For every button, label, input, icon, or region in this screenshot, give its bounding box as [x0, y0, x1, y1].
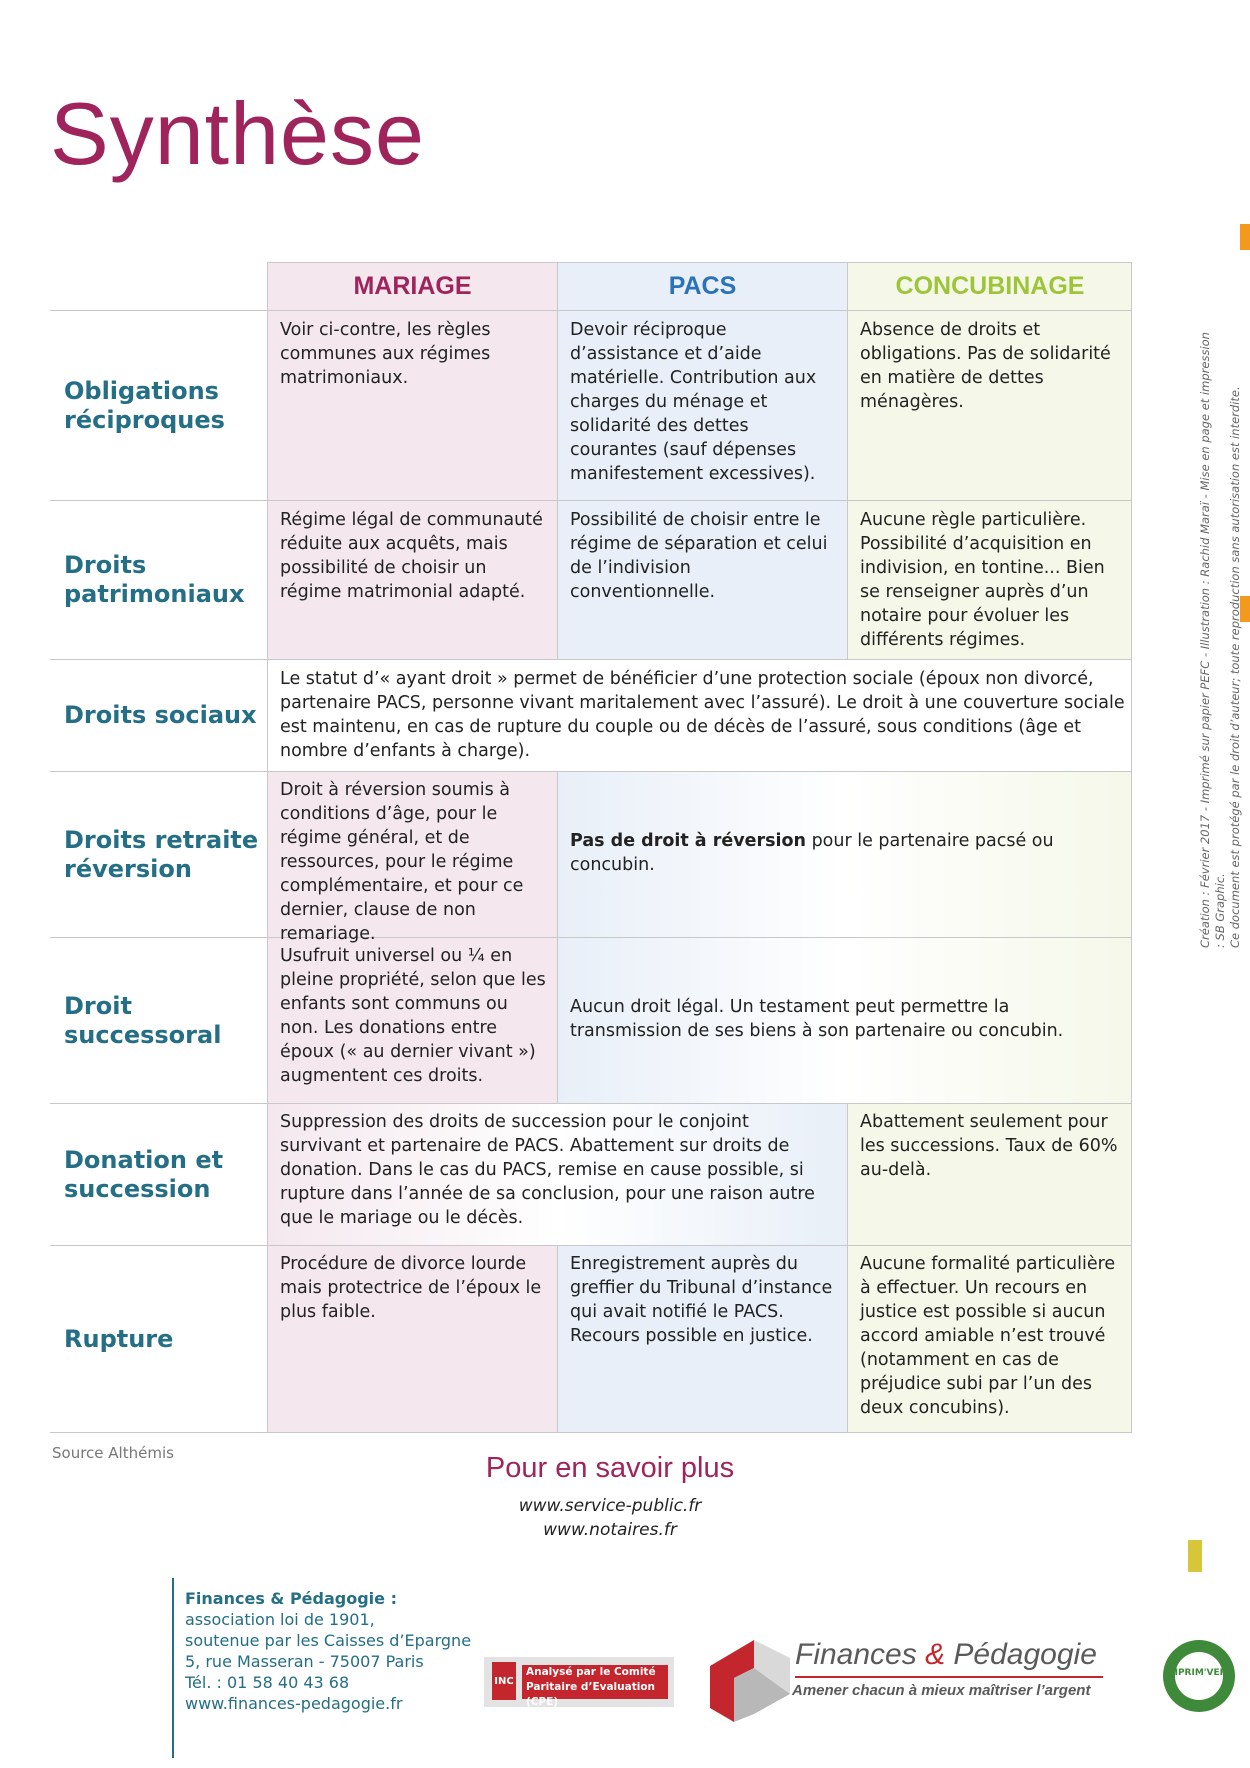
- cell-text-rest: pour le partenaire pacsé ou concubin.: [570, 831, 1054, 875]
- header-pacs: PACS: [668, 271, 737, 300]
- cell-obligations-concubinage: [860, 318, 1126, 414]
- brand-ampersand: &: [916, 1638, 954, 1671]
- table-col-line: [847, 1103, 848, 1433]
- table-col-line: [557, 771, 558, 1104]
- row-label-successoral: Droit successoral: [64, 991, 222, 1049]
- cell-text: Suppression des droits de succession pour le conjoint survivant et partenaire de PACS. Abattement sur droits de donation. Dans le cas du PACS, remise en cause possible, si rupture dans l’année de sa conclusion, pour une raison autre que le mariage ou le décès.: [280, 1112, 815, 1228]
- cell-text: Usufruit universel ou ¼ en pleine propriété, selon que les enfants sont communs ou non. Les donations entre époux (« au dernier vivant ») augmentent ces droits.: [280, 946, 546, 1086]
- page-title: Synthèse: [50, 84, 425, 183]
- footer-contact: [185, 1588, 471, 1714]
- row-label-patrimoniaux: Droits patrimoniaux: [64, 551, 245, 608]
- inc-badge: [484, 1657, 674, 1707]
- cell-patrimoniaux-mariage: [280, 508, 548, 604]
- cell-obligations-mariage: [280, 318, 548, 390]
- cell-text: Régime légal de communauté réduite aux acquêts, mais possibilité de choisir un régime matrimonial adapté.: [280, 510, 543, 602]
- pefc-icon: [1188, 1540, 1202, 1572]
- credits-text: [1198, 328, 1243, 948]
- brand-name: [795, 1638, 1097, 1672]
- synthesis-table: [50, 262, 1132, 1433]
- cell-obligations-pacs: [570, 318, 838, 486]
- brand-rule: [795, 1676, 1103, 1678]
- cell-text: Aucun droit légal. Un testament peut permettre la transmission de ses biens à son partenaire ou concubin.: [570, 997, 1064, 1041]
- imprim-vert-logo-icon: [1163, 1640, 1235, 1712]
- imprim-vert-label: IMPRIM'VERT: [1165, 1668, 1233, 1678]
- cell-text: Possibilité de choisir entre le régime de séparation et celui de l’indivision conventionnelle.: [570, 510, 828, 602]
- footer-address: 5, rue Masseran - 75007 Paris: [185, 1652, 424, 1671]
- cell-text: Aucune formalité particulière à effectuer. Un recours en justice est possible si aucun accord amiable n’est trouvé (notamment en cas de préjudice subi par l’un des deux concubins).: [860, 1254, 1116, 1418]
- link-notaires[interactable]: www.notaires.fr: [543, 1520, 677, 1540]
- row-label-obligations: Obligations réciproques: [64, 376, 225, 434]
- brand-name-part1: Finances: [795, 1638, 917, 1671]
- cell-patrimoniaux-pacs: [570, 508, 838, 604]
- cell-text: Enregistrement auprès du greffier du Tribunal d’instance qui avait notifié le PACS. Recours possible en justice.: [570, 1254, 833, 1346]
- cell-text: Procédure de divorce lourde mais protectrice de l’époux le plus faible.: [280, 1254, 542, 1322]
- cell-rupture-mariage: [280, 1252, 548, 1324]
- table-col-line: [557, 262, 558, 660]
- footer-line: association loi de 1901,: [185, 1610, 375, 1629]
- cell-sociaux-all: [280, 667, 1126, 763]
- cell-text-bold: Pas de droit à réversion: [570, 831, 807, 851]
- brand-name-part2: Pédagogie: [953, 1638, 1097, 1671]
- row-label-donation: Donation et succession: [64, 1145, 224, 1203]
- cell-text: Aucune règle particulière. Possibilité d’acquisition en indivision, en tontine... Bien se renseigner auprès d’un notaire pour évoluer les différents régimes.: [860, 510, 1105, 650]
- cell-text: Abattement seulement pour les successions. Taux de 60% au-delà.: [860, 1112, 1118, 1180]
- table-right-line: [1131, 262, 1132, 1433]
- cell-reversion-other: [570, 829, 1110, 877]
- cell-text: Droit à réversion soumis à conditions d’âge, pour le régime général, et de ressources, pour le régime complémentaire, et pour ce dernier, clause de non remariage.: [280, 780, 524, 944]
- cell-successoral-mariage: [280, 944, 548, 1088]
- cell-successoral-other: [570, 995, 1110, 1043]
- inc-logo: INC: [492, 1662, 516, 1700]
- cell-rupture-concubinage: [860, 1252, 1126, 1420]
- credits-line: Ce document est protégé par le droit d’auteur; toute reproduction sans autorisation est interdite.: [1228, 386, 1242, 948]
- cell-reversion-mariage: [280, 778, 548, 946]
- cell-patrimoniaux-concubinage: [860, 508, 1126, 652]
- footer-phone: Tél. : 01 58 40 43 68: [185, 1673, 350, 1692]
- brand-tagline: Amener chacun à mieux maîtriser l’argent: [792, 1682, 1091, 1699]
- cell-text: [570, 829, 1110, 877]
- footer-website-link[interactable]: www.finances-pedagogie.fr: [185, 1694, 403, 1713]
- cell-text: Absence de droits et obligations. Pas de solidarité en matière de dettes ménagères.: [860, 320, 1111, 412]
- cell-rupture-pacs: [570, 1252, 838, 1348]
- row-label-reversion: Droits retraite réversion: [64, 825, 259, 883]
- cell-text: Le statut d’« ayant droit » permet de bénéficier d’une protection sociale (époux non divorcé, partenaire PACS, personne vivant maritalement avec l’assuré). Le droit à une couverture sociale est maintenu, en cas de rupture du couple ou de décès de l’assuré, sous conditions (âge et nombre d’enfants à charge).: [280, 669, 1125, 761]
- table-col-line: [267, 262, 268, 1433]
- inc-badge-text: Analysé par le Comité Paritaire d’Evaluation (CPE): [522, 1665, 668, 1699]
- cell-text: Devoir réciproque d’assistance et d’aide matérielle. Contribution aux charges du ménage et solidarité des dettes courantes (sauf dépenses manifestement excessives).: [570, 320, 817, 484]
- more-info-title: Pour en savoir plus: [485, 1452, 735, 1484]
- cell-donation-concubinage: [860, 1110, 1126, 1182]
- header-mariage: MARIAGE: [353, 271, 472, 300]
- row-label-sociaux: Droits sociaux: [64, 701, 257, 729]
- cell-text: Voir ci-contre, les règles communes aux régimes matrimoniaux.: [280, 320, 491, 388]
- source-note: Source Althémis: [52, 1444, 174, 1462]
- margin-marker-top: [1240, 224, 1250, 250]
- footer-divider: [172, 1578, 174, 1758]
- header-concubinage: CONCUBINAGE: [895, 271, 1085, 300]
- cell-donation-mariage-pacs: [280, 1110, 836, 1230]
- row-label-rupture: Rupture: [64, 1324, 174, 1353]
- link-service-public[interactable]: www.service-public.fr: [518, 1496, 702, 1516]
- credits-line: Création : Février 2017 - Imprimé sur papier PEFC - Illustration : Rachid Maraï - Mise en page et impression : SB Graphic.: [1198, 332, 1227, 948]
- footer-org-name: Finances & Pédagogie :: [185, 1589, 397, 1608]
- table-col-line: [557, 1245, 558, 1433]
- finances-pedagogie-logo-icon: [708, 1632, 792, 1726]
- table-bottom-line: [50, 1432, 1132, 1433]
- table-col-line: [847, 262, 848, 660]
- footer-line: soutenue par les Caisses d’Epargne: [185, 1631, 472, 1650]
